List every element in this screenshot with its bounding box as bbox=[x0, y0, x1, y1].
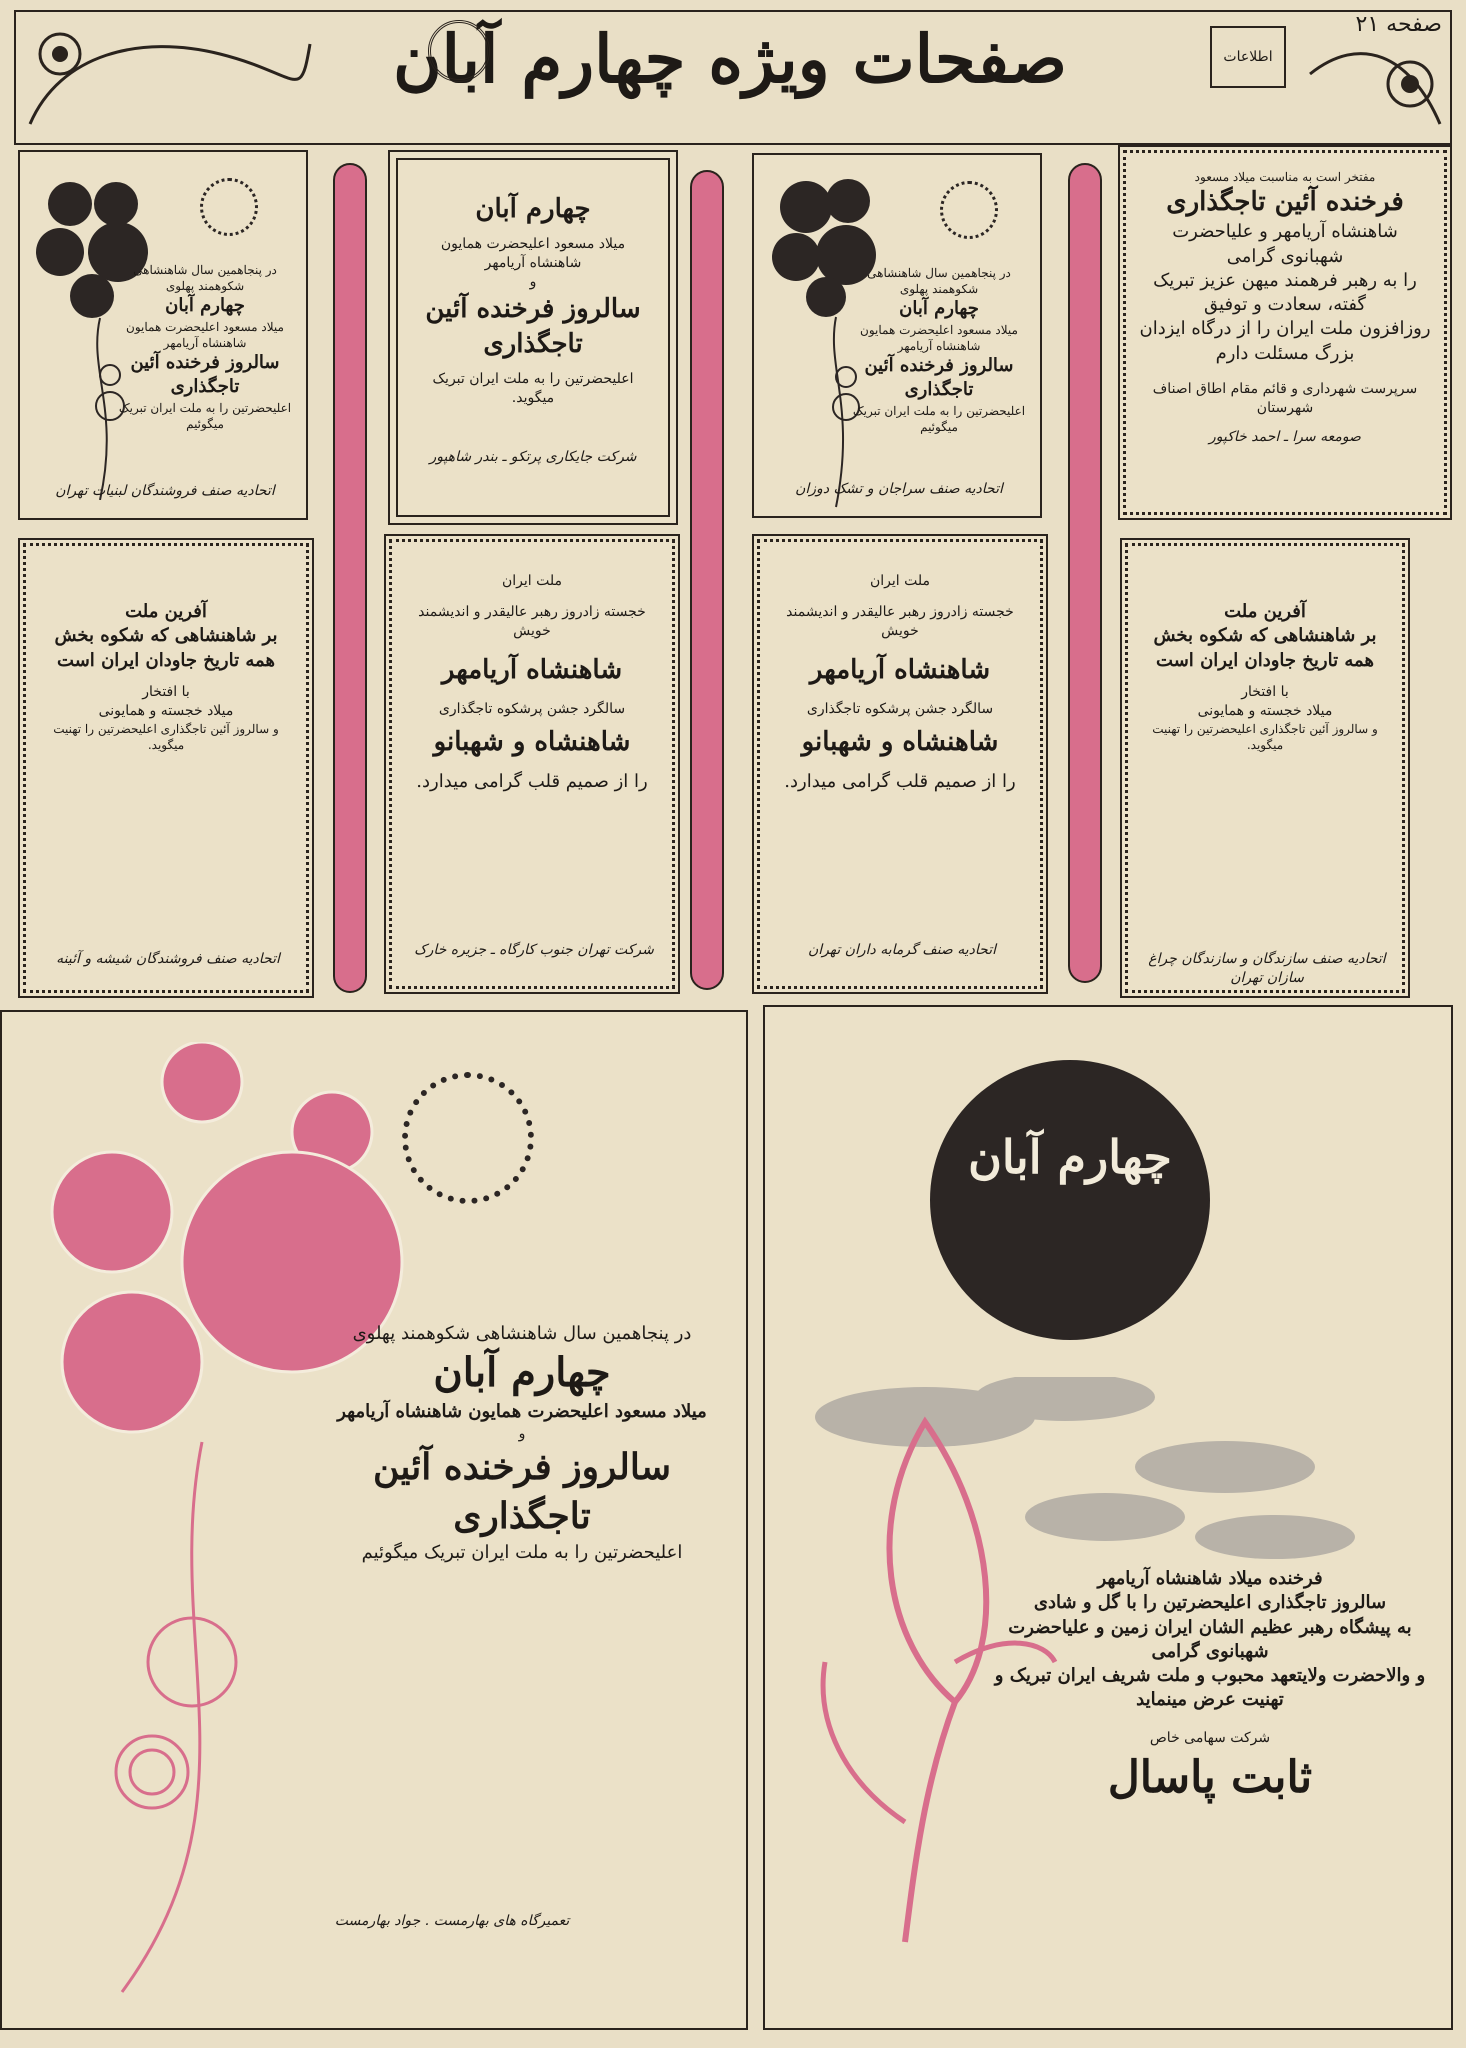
ad-b3-line: را از صمیم قلب گرامی میدارد. bbox=[416, 770, 648, 792]
ad-b4-line: و سالروز آئین تاجگذاری اعلیحضرتین را تهنیت میگوید. bbox=[53, 721, 279, 752]
pink-pill-divider bbox=[690, 170, 724, 990]
ad-b3 bbox=[384, 534, 680, 994]
ad-b3-line: سالگرد جشن پرشکوه تاجگذاری bbox=[438, 700, 626, 717]
pink-pill-divider bbox=[333, 163, 367, 993]
ad-c-left-line: اعلیحضرتین را به ملت ایران تبریک میگوئیم bbox=[361, 1541, 683, 1563]
ad-b2-footer: اتحادیه صنف گرمابه داران تهران bbox=[808, 942, 996, 958]
ad-b3-line: خجسته زادروز رهبر عالیقدر و اندیشمند خویش bbox=[418, 603, 646, 639]
ad-b2-headline: شاهنشاه آریامهر bbox=[809, 654, 991, 685]
ad-b3-footer: شرکت تهران جنوب کارگاه ـ جزیره خارک bbox=[414, 942, 654, 958]
ad-b4-line: بر شاهنشاهی که شکوه بخش bbox=[54, 625, 278, 647]
ad-a3 bbox=[388, 150, 678, 525]
ad-c-left-line: میلاد مسعود اعلیحضرت همایون شاهنشاه آریامهر bbox=[337, 1401, 707, 1423]
ad-a2-line: اعلیحضرتین را به ملت ایران تبریک میگوئیم bbox=[852, 403, 1026, 434]
ad-b1-line: بر شاهنشاهی که شکوه بخش bbox=[1153, 625, 1377, 647]
ad-a4 bbox=[18, 150, 308, 520]
ad-a4-headline: سالروز فرخنده آئین تاجگذاری bbox=[130, 352, 280, 398]
moon-title: چهارم آبان bbox=[968, 1130, 1172, 1184]
ad-b1 bbox=[1120, 538, 1410, 998]
emblem-seal bbox=[402, 1072, 534, 1204]
ad-a3-headline: سالروز فرخنده آئین تاجگذاری bbox=[425, 293, 641, 359]
ad-c-left-headline: سالروز فرخنده آئین تاجگذاری bbox=[372, 1446, 672, 1538]
ad-a4-footer: اتحادیه صنف فروشندگان لبنیات تهران bbox=[55, 483, 275, 499]
ad-b1-line: آفرین ملت bbox=[1224, 601, 1306, 622]
ad-b2-line: خجسته زادروز رهبر عالیقدر و اندیشمند خویش bbox=[786, 603, 1014, 639]
ad-b2 bbox=[752, 534, 1048, 994]
ad-b2-line: را از صمیم قلب گرامی میدارد. bbox=[784, 770, 1016, 792]
pink-pill-divider bbox=[1068, 163, 1102, 983]
emblem-seal bbox=[428, 20, 490, 82]
ad-a4-line: در پنجاهمین سال شاهنشاهی شکوهمند پهلوی bbox=[133, 263, 277, 294]
moon-circle bbox=[930, 1060, 1210, 1340]
ad-c-left-footer: تعمیرگاه های بهارمست . جواد بهارمست bbox=[334, 1913, 570, 1929]
ad-b1-line: با افتخار bbox=[1241, 683, 1289, 700]
ad-a1-footer: صومعه سرا ـ احمد خاکپور bbox=[1209, 428, 1361, 445]
ad-a1-line: سرپرست شهرداری و قائم مقام اطاق اصناف شهرستان bbox=[1152, 381, 1418, 416]
ad-c-right-company: ثابت پاسال bbox=[1107, 1751, 1313, 1803]
ad-a4-line: اعلیحضرتین را به ملت ایران تبریک میگوئیم bbox=[118, 400, 292, 431]
ad-c-right-line: فرخنده میلاد شاهنشاه آریامهر bbox=[1097, 1568, 1323, 1589]
ad-a1-line: را به رهبر فرهمند میهن عزیز تبریک گفته، سعادت و توفیق bbox=[1153, 269, 1417, 316]
ad-a1-line: شاهنشاه آریامهر و علیاحضرت شهبانوی گرامی bbox=[1172, 221, 1398, 267]
ad-b4-line: میلاد خجسته و همایونی bbox=[98, 702, 234, 719]
emblem-seal bbox=[200, 178, 258, 236]
ad-b3-line: ملت ایران bbox=[501, 573, 562, 589]
page-title: صفحات ویژه چهارم آبان bbox=[393, 20, 1067, 98]
ad-a1-line: مفتخر است به مناسبت میلاد مسعود bbox=[1194, 170, 1376, 184]
ad-c-right-company-prefix: شرکت سهامی خاص bbox=[1149, 1729, 1271, 1746]
ad-b1-line: همه تاریخ جاودان ایران است bbox=[1156, 649, 1374, 671]
ad-b2-line: سالگرد جشن پرشکوه تاجگذاری bbox=[806, 700, 994, 717]
ad-c-left-line: در پنجاهمین سال شاهنشاهی شکوهمند پهلوی bbox=[352, 1323, 692, 1344]
ad-c-right-line: سالروز تاجگذاری اعلیحضرتین را با گل و شادی bbox=[1033, 1592, 1387, 1614]
ad-a1 bbox=[1118, 145, 1452, 520]
ad-c-left-line: چهارم آبان bbox=[433, 1349, 611, 1397]
ad-c-left-line: و bbox=[518, 1425, 526, 1442]
ad-c-right-line: به پیشگاه رهبر عظیم الشان ایران زمین و علیاحضرت شهبانوی گرامی bbox=[1008, 1616, 1412, 1662]
ad-a2-line: میلاد مسعود اعلیحضرت همایون شاهنشاه آریامهر bbox=[860, 322, 1018, 353]
ornament-left bbox=[20, 14, 320, 140]
ad-a2-line: چهارم آبان bbox=[899, 298, 979, 320]
ad-b2-line: شاهنشاه و شهبانو bbox=[801, 726, 999, 757]
emblem-seal bbox=[940, 181, 998, 239]
ad-b4-line: آفرین ملت bbox=[125, 601, 207, 622]
ornament-right bbox=[1300, 14, 1450, 140]
ad-a4-line: چهارم آبان bbox=[165, 295, 245, 317]
ad-b4-line: با افتخار bbox=[142, 683, 190, 700]
ad-a2 bbox=[752, 153, 1042, 518]
ad-b2-line: ملت ایران bbox=[869, 573, 930, 589]
ad-b1-line: میلاد خجسته و همایونی bbox=[1197, 702, 1333, 719]
ad-a2-line: در پنجاهمین سال شاهنشاهی شکوهمند پهلوی bbox=[867, 266, 1011, 297]
ad-a4-line: میلاد مسعود اعلیحضرت همایون شاهنشاه آریامهر bbox=[126, 319, 284, 350]
ad-a3-line: میلاد مسعود اعلیحضرت همایون شاهنشاه آریامهر bbox=[440, 236, 626, 271]
ad-b4-footer: اتحادیه صنف فروشندگان شیشه و آئینه bbox=[56, 951, 280, 967]
ad-b4 bbox=[18, 538, 314, 998]
ad-b1-line: و سالروز آئین تاجگذاری اعلیحضرتین را تهنیت میگوید. bbox=[1152, 721, 1378, 752]
page-number: صفحه ۲۱ bbox=[1355, 12, 1442, 37]
ad-b3-line: شاهنشاه و شهبانو bbox=[433, 726, 631, 757]
ad-b4-line: همه تاریخ جاودان ایران است bbox=[57, 649, 275, 671]
ad-b1-footer: اتحادیه صنف سازندگان و سازندگان چراغ سازان تهران bbox=[1148, 951, 1386, 986]
ad-c-left bbox=[0, 1010, 748, 2030]
ad-c-right-line: و والاحضرت ولایتعهد محبوب و ملت شریف ایران تبریک و تهنیت عرض مینماید bbox=[994, 1665, 1426, 1711]
ad-a3-line: چهارم آبان bbox=[475, 194, 591, 224]
ad-a3-footer: شرکت جایکاری پرتکو ـ بندر شاهپور bbox=[429, 448, 637, 465]
ad-b3-headline: شاهنشاه آریامهر bbox=[441, 654, 623, 685]
ad-a1-headline: فرخنده آئین تاجگذاری bbox=[1166, 187, 1404, 218]
ad-a2-footer: اتحادیه صنف سراجان و تشک دوزان bbox=[795, 481, 1003, 497]
newspaper-logo: اطلاعات bbox=[1210, 26, 1286, 88]
ad-a1-line: روزافزون ملت ایران را از درگاه ایزدان بزرگ مسئلت دارم bbox=[1139, 318, 1431, 364]
ad-a3-line: اعلیحضرتین را به ملت ایران تبریک میگوید. bbox=[432, 370, 634, 406]
ad-a3-line: و bbox=[529, 273, 537, 290]
ad-a2-headline: سالروز فرخنده آئین تاجگذاری bbox=[864, 355, 1014, 401]
